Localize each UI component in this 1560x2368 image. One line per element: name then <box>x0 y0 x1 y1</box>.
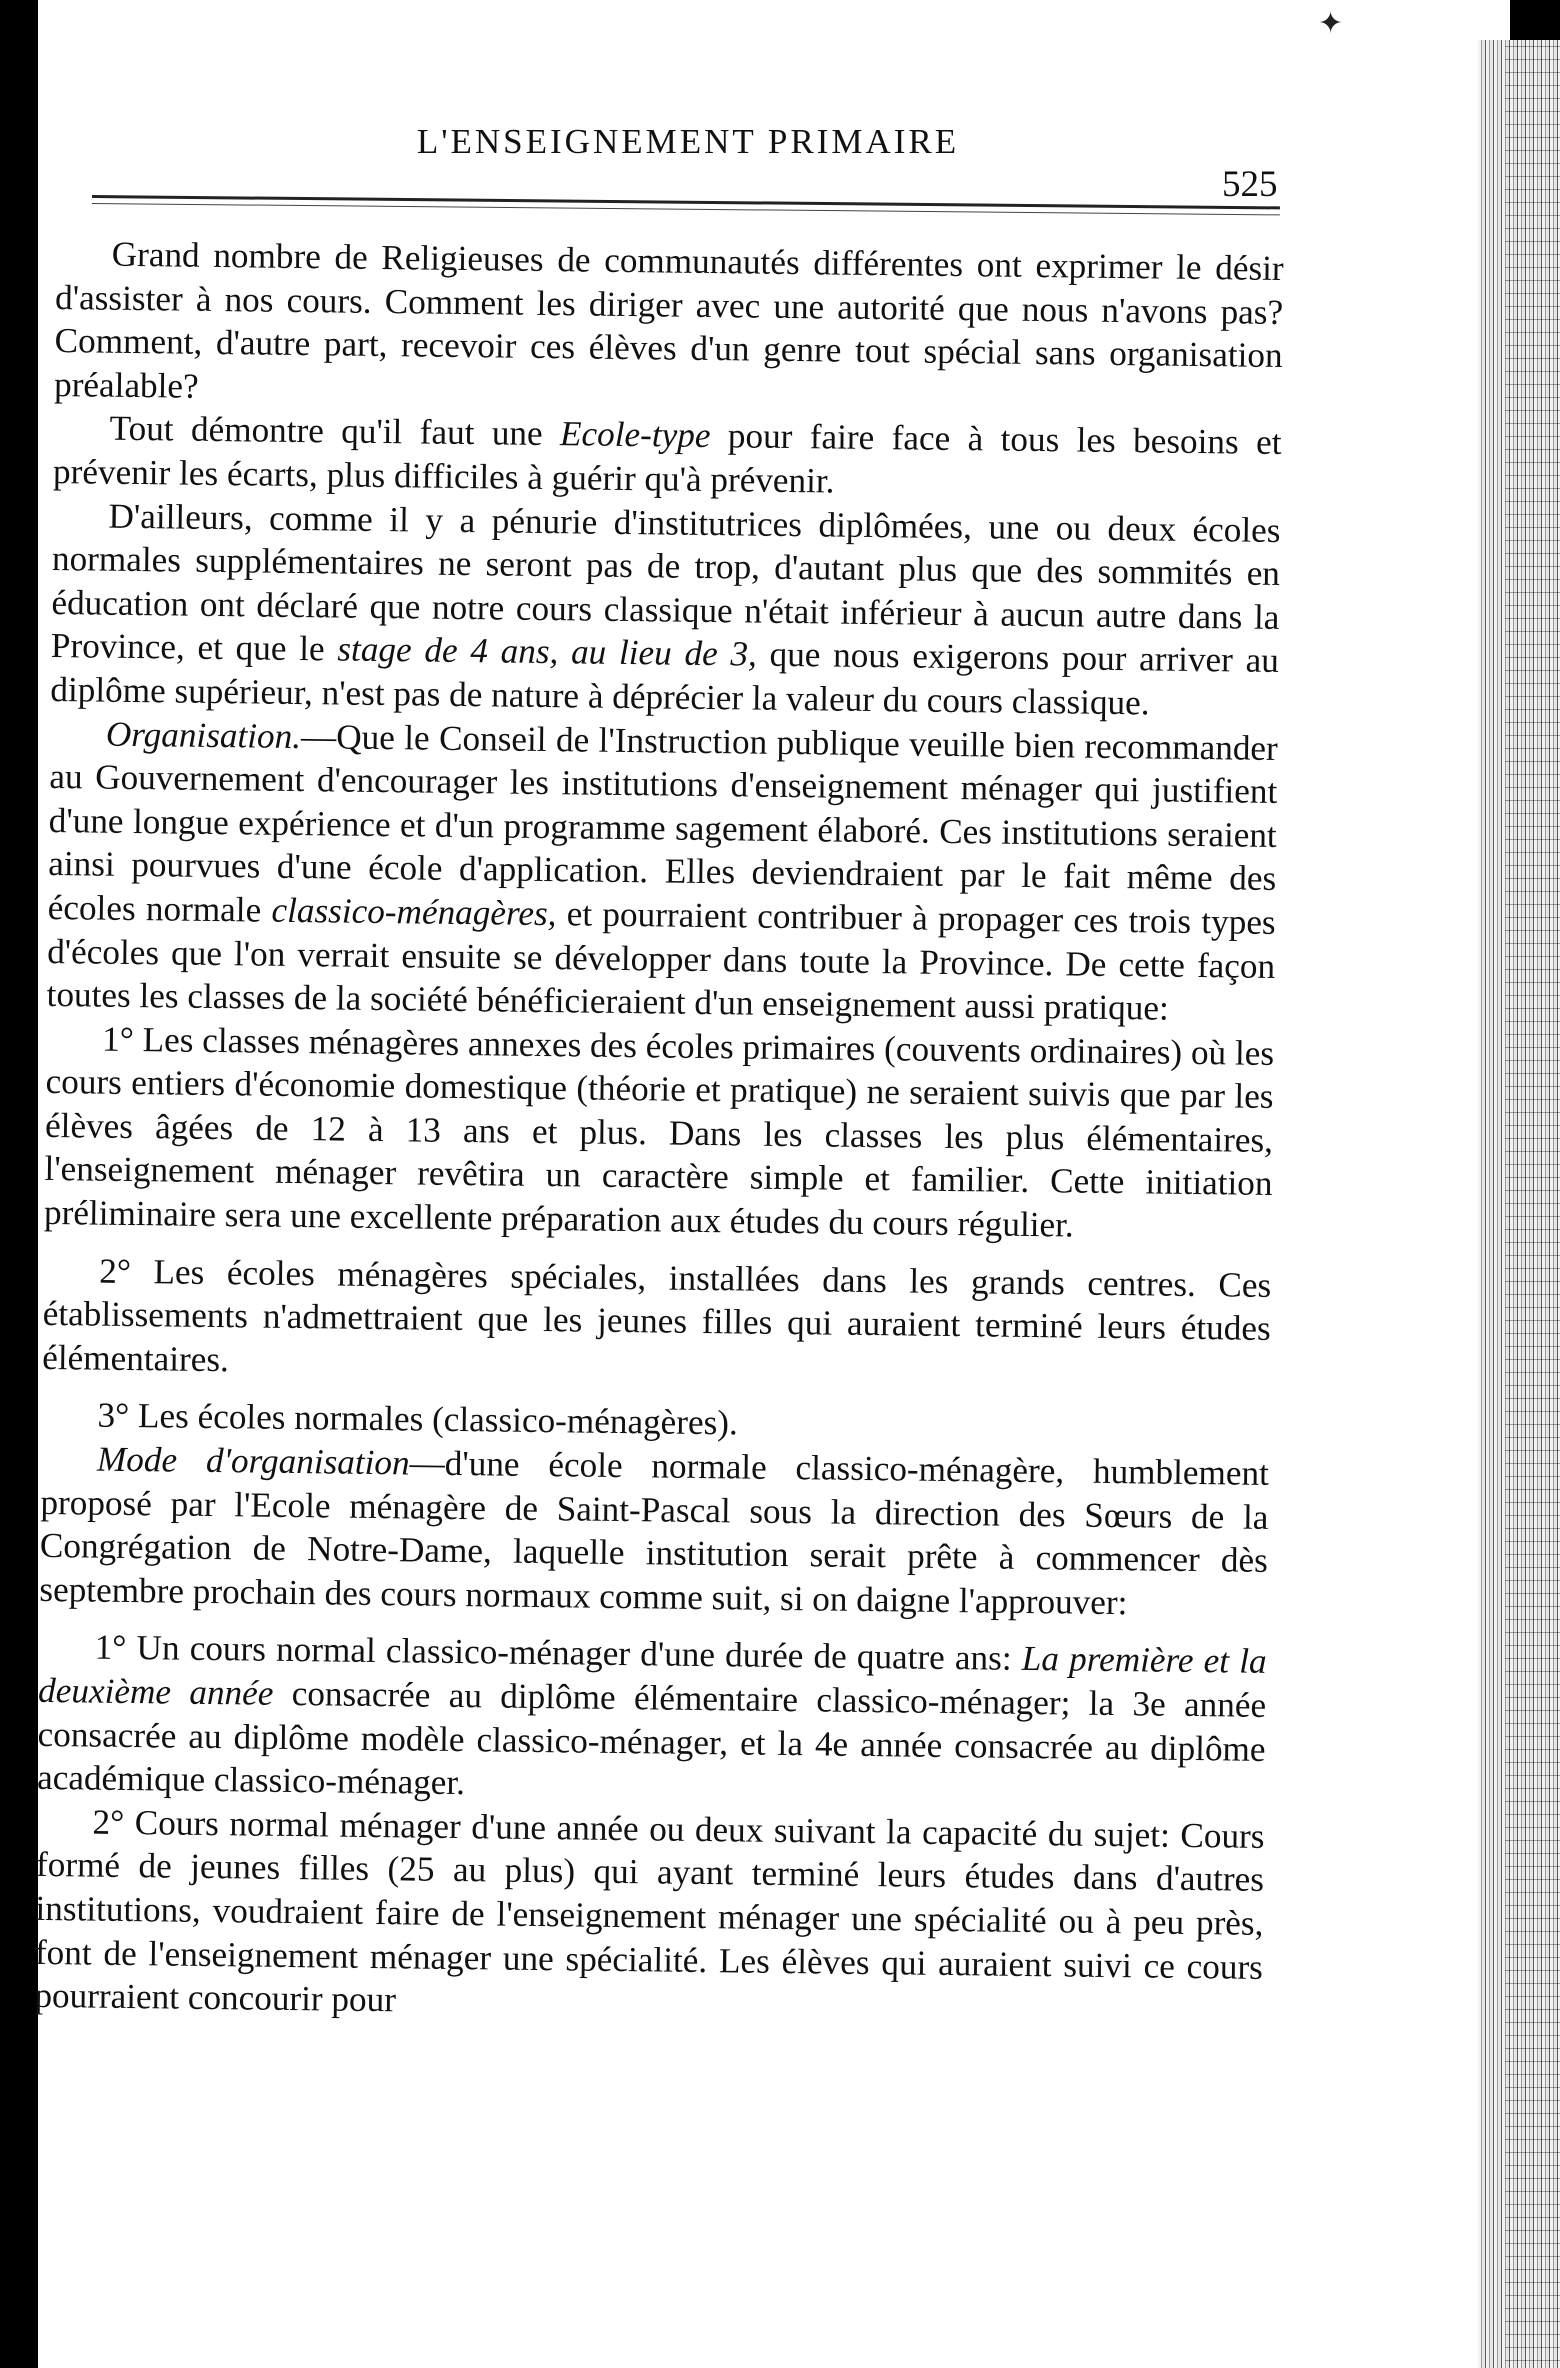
paragraph: 1° Les classes ménagères annexes des écoles primaires (couvents ordinaires) où les cours entiers d'économie domestique (théorie et pratique) ne seraient suivis que par les élèves âgées de 12 à 13 ans et plus. Dans les classes les plus élémentaires, l'enseignement ménager revêtira un caractère simple et familier. Cette initiation préliminaire sera une excellente préparation aux études du cours régulier. <box>43 1019 1275 1245</box>
running-head: L'ENSEIGNEMENT PRIMAIRE <box>416 122 960 161</box>
paragraph: Organisation.—Que le Conseil de l'Instruction publique veuille bien recommander au Gouvernement d'encourager les institutions d'enseignement ménager qui justifient d'une longue expérience et d'un programme sagement élaboré. Ces institutions seraient ainsi pourvues d'une école d'application. Elles deviendraient par le fait même des écoles normale classico-ménagères, et pourraient contribuer à propager ces trois types d'écoles que l'on verrait ensuite se développer dans toute la Province. De cette façon toutes les classes de la société bénéficieraient d'un enseignement aussi pratique: <box>46 714 1279 1028</box>
paragraph: D'ailleurs, comme il y a pénurie d'institutrices diplômées, une ou deux écoles normales supplémentaires ne seront pas de trop, d'autant plus que des sommités en éducation ont déclaré que notre cours classique n'était inférieur à aucun autre dans la Province, et que le stage de 4 ans, au lieu de 3, que nous exigerons pour arriver au diplôme supérieur, n'est pas de nature à déprécier la valeur du cours classique. <box>50 496 1281 723</box>
corner-mark: ✦ <box>1318 7 1344 40</box>
page-number: 525 <box>1222 164 1278 205</box>
body-text <box>34 232 1284 2033</box>
paragraph: 3° Les écoles normales (classico-ménagères). <box>97 1396 739 1443</box>
paragraph: Tout démontre qu'il faut une Ecole-type pour faire face à tous les besoins et prévenir les écarts, plus difficiles à guérir qu'à prévenir. <box>52 409 1282 501</box>
paragraph: 1° Un cours normal classico-ménager d'une durée de quatre ans: La première et la deuxième année consacrée au diplôme élémentaire classico-ménager; la 3e année consacrée au diplôme modèle classico-ménager, et la 4e année consacrée au diplôme académique classico-ménager. <box>36 1627 1267 1803</box>
paragraph: 2° Cours normal ménager d'une année ou deux suivant la capacité du sujet: Cours formé de jeunes filles (25 au plus) qui ayant terminé leurs études dans d'autres institutions, voudraient faire de l'enseignement ménager une spécialité ou à peu près, font de l'enseignement ménager une spécialité. Les élèves qui auraient suivi ce cours pourraient concourir pour <box>34 1802 1265 2020</box>
paragraph: Mode d'organisation—d'une école normale classico-ménagère, humblement proposé par l'Ecole ménagère de Saint-Pascal sous la direction des Sœurs de la Congrégation de Notre-Dame, laquelle institution serait prête à commencer dès septembre prochain des cours normaux comme suit, si on daigne l'approuver: <box>39 1439 1270 1623</box>
paragraph: 2° Les écoles ménagères spéciales, installées dans les grands centres. Ces établissements n'admettraient que les jeunes filles qui auraient terminé leurs études élémentaires. <box>42 1251 1272 1380</box>
paragraph: Grand nombre de Religieuses de communautés différentes ont exprimer le désir d'assister à nos cours. Comment les diriger avec une autorité que nous n'avons pas? Comment, d'autre part, recevoir ces élèves d'un genre tout spécial sans organisation préalable? <box>53 234 1284 406</box>
page-stack-shadow <box>1505 40 1560 2368</box>
